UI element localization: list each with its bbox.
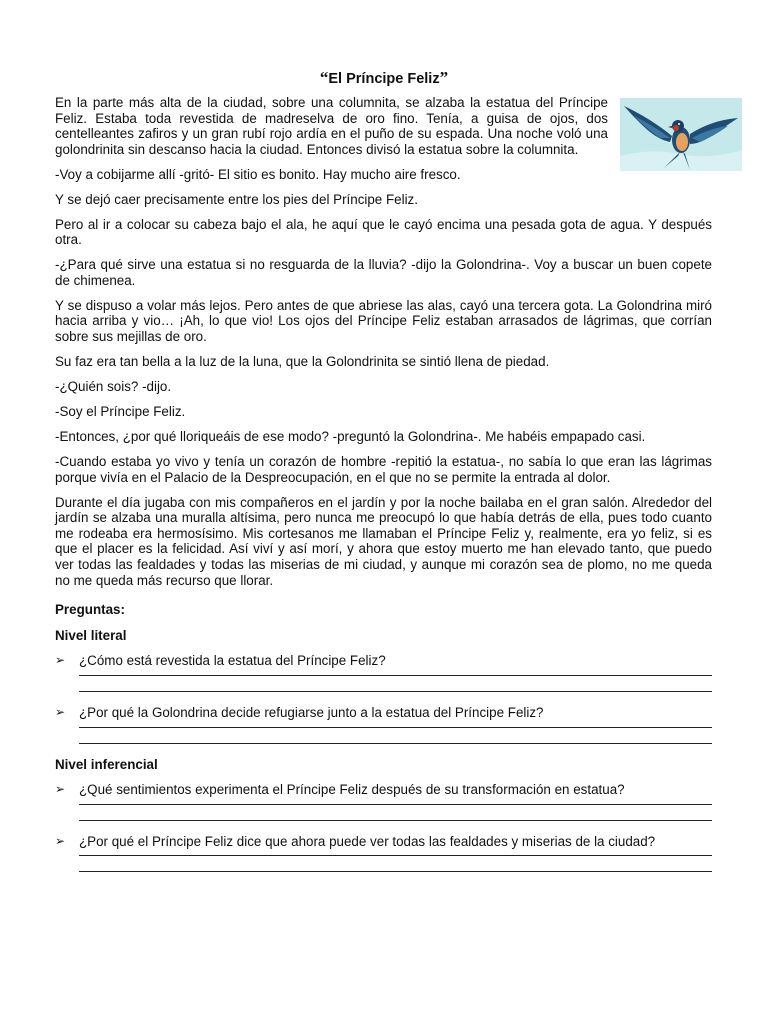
story-paragraph: -Cuando estaba yo vivo y tenía un corazón de hombre -repitió la estatua-, no sabía lo que eran las lágrimas porque vivía en el Palacio de la Despreocupación, en el que no se permite la entrada al dolor. — [55, 454, 712, 485]
question-block — [55, 653, 712, 692]
title-text: El Príncipe Feliz — [328, 71, 440, 87]
story-paragraph: -Voy a cobijarme allí -gritó- El sitio es bonito. Hay mucho aire fresco. — [55, 166, 461, 182]
question-block — [55, 782, 712, 821]
level-heading-literal: Nivel literal — [55, 627, 127, 643]
answer-line[interactable] — [79, 743, 712, 744]
question-text: ¿Por qué la Golondrina decide refugiarse junto a la estatua del Príncipe Feliz? — [79, 704, 544, 720]
answer-line[interactable] — [79, 804, 712, 805]
answer-line[interactable] — [79, 691, 712, 692]
question-item — [55, 653, 712, 669]
question-block — [55, 834, 712, 873]
answer-line[interactable] — [79, 675, 712, 676]
question-text: ¿Qué sentimientos experimenta el Príncipe Feliz después de su transformación en estatua? — [79, 782, 625, 798]
answer-lines — [79, 855, 712, 872]
arrow-bullet-icon: ➢ — [55, 704, 66, 719]
story-paragraph: Y se dispuso a volar más lejos. Pero antes de que abriese las alas, cayó una tercera gota. La Golondrina miró hacia arriba y vio… ¡Ah, lo que vio! Los ojos del Príncipe Feliz estaban arrasados de lágrimas, que corrían sobre sus mejillas de oro. — [55, 297, 712, 345]
story-paragraph: Su faz era tan bella a la luz de la luna, que la Golondrinita se sintió llena de piedad. — [55, 354, 550, 370]
arrow-bullet-icon: ➢ — [55, 653, 66, 668]
page-title — [0, 68, 768, 88]
story-body — [55, 95, 712, 885]
question-item — [55, 782, 712, 798]
question-text: ¿Cómo está revestida la estatua del Príncipe Feliz? — [79, 653, 386, 669]
story-paragraph: -¿Para qué sirve una estatua si no resguarda de la lluvia? -dijo la Golondrina-. Voy a buscar un buen copete de chimenea. — [55, 257, 712, 288]
answer-lines — [79, 727, 712, 744]
story-paragraph: Pero al ir a colocar su cabeza bajo el ala, he aquí que le cayó encima una pesada gota de agua. Y después otra. — [55, 216, 712, 248]
answer-line[interactable] — [79, 871, 712, 872]
title-open-quote: “ — [319, 68, 329, 87]
answer-line[interactable] — [79, 855, 712, 856]
story-paragraph: -Soy el Príncipe Feliz. — [55, 404, 186, 420]
story-paragraph: -¿Quién sois? -dijo. — [55, 379, 172, 395]
questions-heading: Preguntas: — [55, 602, 125, 618]
title-close-quote: ” — [439, 68, 449, 87]
level-heading-inferencial: Nivel inferencial — [55, 756, 158, 772]
arrow-bullet-icon: ➢ — [55, 833, 66, 848]
arrow-bullet-icon: ➢ — [55, 782, 66, 797]
story-paragraph: En la parte más alta de la ciudad, sobre una columnita, se alzaba la estatua del Príncipe Feliz. Estaba toda revestida de madreselva de oro fino. Tenía, a guisa de ojos, dos centelleantes zafiros y un gran rubí rojo ardía en el puño de su espada. Una noche voló una golondrinita sin descanso hacia la ciudad. Entonces divisó la estatua sobre la columnita. — [55, 95, 608, 157]
answer-line[interactable] — [79, 820, 712, 821]
answer-lines — [79, 804, 712, 821]
answer-lines — [79, 675, 712, 692]
story-paragraph: Y se dejó caer precisamente entre los pies del Príncipe Feliz. — [55, 191, 418, 207]
story-paragraph: -Entonces, ¿por qué lloriqueáis de ese modo? -preguntó la Golondrina-. Me habéis empapado casi. — [55, 429, 646, 445]
question-text: ¿Por qué el Príncipe Feliz dice que ahora puede ver todas las fealdades y miserias de la ciudad? — [79, 833, 656, 849]
story-paragraph: Durante el día jugaba con mis compañeros en el jardín y por la noche bailaba en el gran salón. Alrededor del jardín se alzaba una muralla altísima, pero nunca me preocupó lo que había detrás de ella, pues todo cuanto me rodeaba era hermosísimo. Mis cortesanos me llamaban el Príncipe Feliz y, realmente, era yo feliz, si es que el placer es la felicidad. Así viví y así morí, y ahora que estoy muerto me han elevado tanto, que puedo ver todas las fealdades y todas las miserias de mi ciudad, y aunque mi corazón sea de plomo, no me queda no me queda más recurso que llorar. — [55, 494, 712, 588]
answer-line[interactable] — [79, 727, 712, 728]
question-item — [55, 834, 712, 850]
question-item — [55, 705, 712, 721]
question-block — [55, 705, 712, 744]
